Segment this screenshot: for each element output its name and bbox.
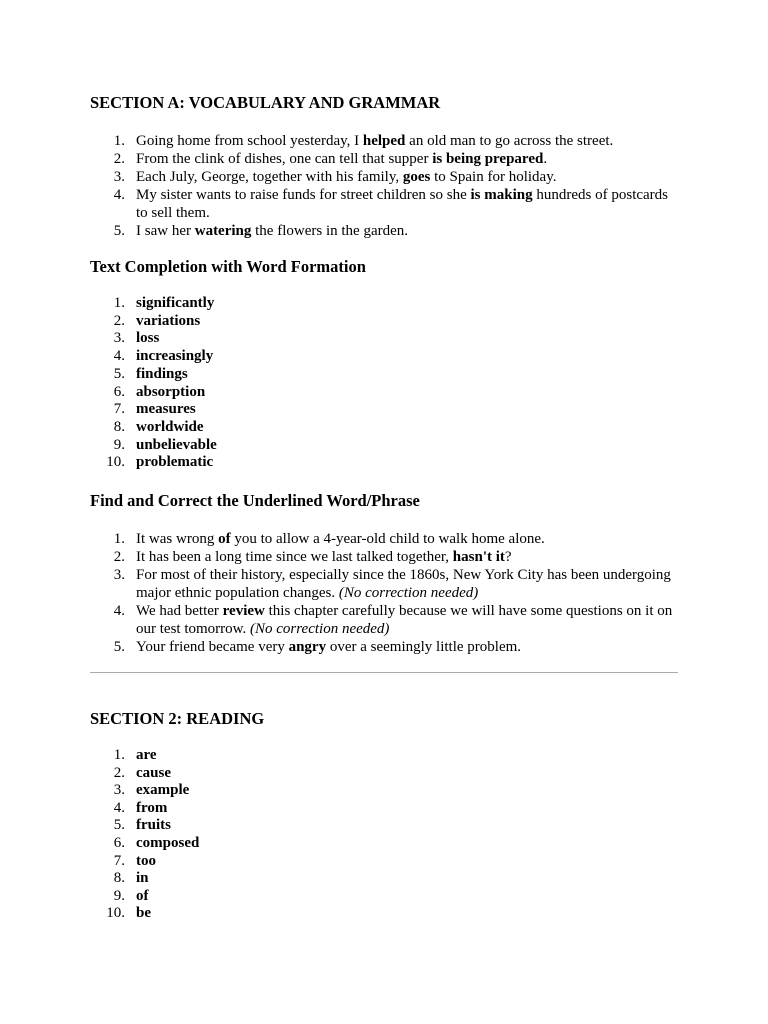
section-2-heading: SECTION 2: READING bbox=[90, 709, 265, 728]
list-item: 5. findings bbox=[113, 365, 188, 382]
list-item: 10. be bbox=[106, 905, 151, 922]
section-a-heading: SECTION A: VOCABULARY AND GRAMMAR bbox=[90, 93, 441, 112]
list-item: 1. Going home from school yesterday, I helped an old man to go across the street. bbox=[113, 133, 614, 149]
list-item: 7. measures bbox=[113, 401, 196, 418]
list-item: 2. From the clink of dishes, one can tell that supper is being prepared. bbox=[113, 151, 548, 167]
list-item: 1. It was wrong of you to allow a 4-year-old child to walk home alone. bbox=[113, 531, 545, 547]
list-item: 3. For most of their history, especially since the 1860s, New York City has been undergoing major ethnic population changes. (No correction needed) bbox=[113, 567, 671, 601]
list-item: 3. example bbox=[113, 782, 190, 799]
word-formation-heading: Text Completion with Word Formation bbox=[90, 257, 366, 276]
list-item: 9. of bbox=[113, 887, 149, 904]
section-divider bbox=[90, 672, 678, 673]
list-item: 9. unbelievable bbox=[113, 436, 217, 453]
find-correct-heading: Find and Correct the Underlined Word/Phrase bbox=[90, 491, 420, 510]
list-item: 7. too bbox=[113, 852, 156, 869]
list-item: 2. cause bbox=[113, 764, 171, 781]
list-item: 5. fruits bbox=[113, 817, 171, 834]
section-2-list bbox=[90, 747, 678, 923]
list-item: 8. worldwide bbox=[113, 418, 204, 435]
list-item: 2. variations bbox=[113, 312, 201, 329]
list-item: 4. increasingly bbox=[113, 348, 214, 365]
list-item: 4. My sister wants to raise funds for street children so she is making hundreds of postcards to sell them. bbox=[113, 187, 669, 221]
section-a-list bbox=[90, 132, 678, 240]
list-item: 1. are bbox=[113, 747, 157, 763]
list-item: 10. problematic bbox=[106, 454, 214, 471]
list-item: 5. I saw her watering the flowers in the garden. bbox=[113, 223, 409, 239]
list-item: 4. from bbox=[113, 799, 168, 816]
list-item: 6. composed bbox=[113, 834, 200, 851]
list-item: 2. It has been a long time since we last talked together, hasn't it? bbox=[113, 549, 512, 565]
find-correct-list bbox=[90, 530, 678, 656]
list-item: 5. Your friend became very angry over a seemingly little problem. bbox=[113, 639, 522, 655]
word-formation-list bbox=[90, 295, 678, 472]
list-item: 1. significantly bbox=[113, 295, 215, 311]
list-item: 6. absorption bbox=[113, 383, 206, 400]
list-item: 8. in bbox=[113, 870, 149, 887]
list-item: 3. loss bbox=[113, 330, 160, 347]
list-item: 3. Each July, George, together with his family, goes to Spain for holiday. bbox=[113, 169, 557, 185]
list-item: 4. We had better review this chapter carefully because we will have some questions on it on our test tomorrow. (No correction needed) bbox=[113, 603, 673, 637]
